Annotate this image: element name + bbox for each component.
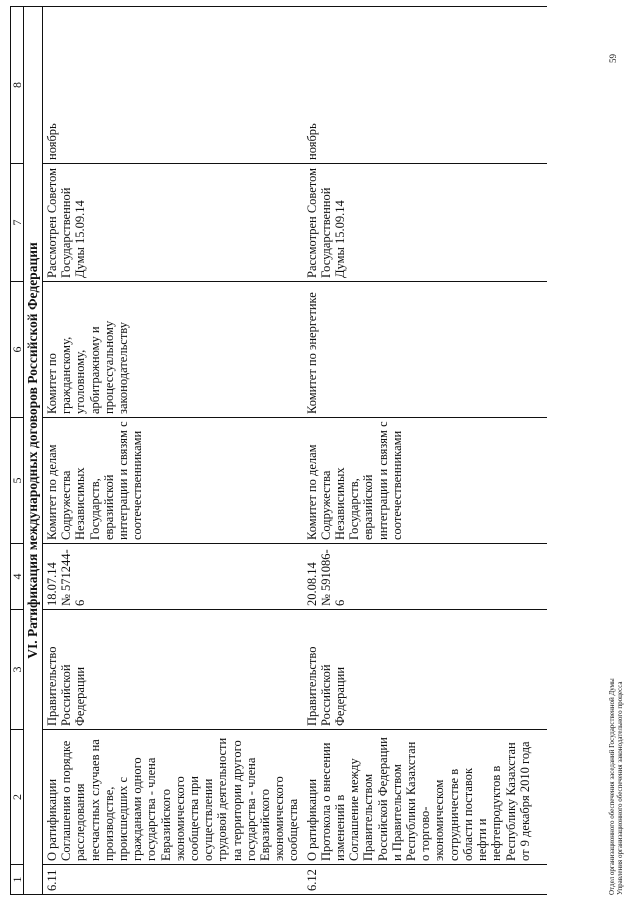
footer-line-2: Управления организационного обеспечения законодательного процесса	[616, 681, 624, 895]
col-header-7: 7	[11, 164, 24, 282]
initiator: Правительство Российской Федерации	[303, 610, 547, 730]
table-row	[303, 7, 547, 895]
page-number: 59	[608, 54, 618, 63]
section-row	[24, 7, 43, 895]
co-committee: Комитет по гражданскому, уголовному, арбитражному и процессуальному законодательству	[43, 282, 303, 418]
section-title: VI. Ратификация международных договоров Российской Федерации	[24, 7, 43, 895]
legislation-table	[10, 6, 547, 895]
planned-month: ноябрь	[43, 7, 303, 164]
column-header-row	[11, 7, 24, 895]
col-header-6: 6	[11, 282, 24, 418]
col-header-8: 8	[11, 7, 24, 164]
date-and-number: 18.07.14 № 571244-6	[43, 544, 303, 610]
date-and-number: 20.08.14 № 591086-6	[303, 544, 547, 610]
planned-month: ноябрь	[303, 7, 547, 164]
col-header-5: 5	[11, 418, 24, 544]
row-number: 6.12	[303, 865, 547, 895]
status: Рассмотрен Советом Государственной Думы 15.09.14	[43, 164, 303, 282]
bill-title: О ратификации Протокола о внесении изменений в Соглашение между Правительством Российской Федерации и Правительством Республики Казахстан о торгово-экономическом сотрудничестве в области поставок нефти и нефтепродуктов в Республику Казахстан от 9 декабря 2010 года	[303, 730, 547, 865]
col-header-3: 3	[11, 610, 24, 730]
responsible-committee: Комитет по делам Содружества Независимых Государств, евразийской интеграции и связям с соотечественниками	[303, 418, 547, 544]
table-row	[43, 7, 303, 895]
footer-line-1: Отдел организационного обеспечения заседаний Государственной Думы	[608, 678, 616, 895]
col-header-4: 4	[11, 544, 24, 610]
responsible-committee: Комитет по делам Содружества Независимых Государств, евразийской интеграции и связям с соотечественниками	[43, 418, 303, 544]
bill-title: О ратификации Соглашения о порядке расследования несчастных случаев на производстве, происшедших с гражданами одного государства - члена Евразийского экономического сообщества при осуществлении трудовой деятельности на территории другого государства - члена Евразийского экономического сообщества	[43, 730, 303, 865]
co-committee: Комитет по энергетике	[303, 282, 547, 418]
col-header-1: 1	[11, 865, 24, 895]
col-header-2: 2	[11, 730, 24, 865]
status: Рассмотрен Советом Государственной Думы 15.09.14	[303, 164, 547, 282]
initiator: Правительство Российской Федерации	[43, 610, 303, 730]
row-number: 6.11	[43, 865, 303, 895]
footer	[608, 678, 624, 895]
